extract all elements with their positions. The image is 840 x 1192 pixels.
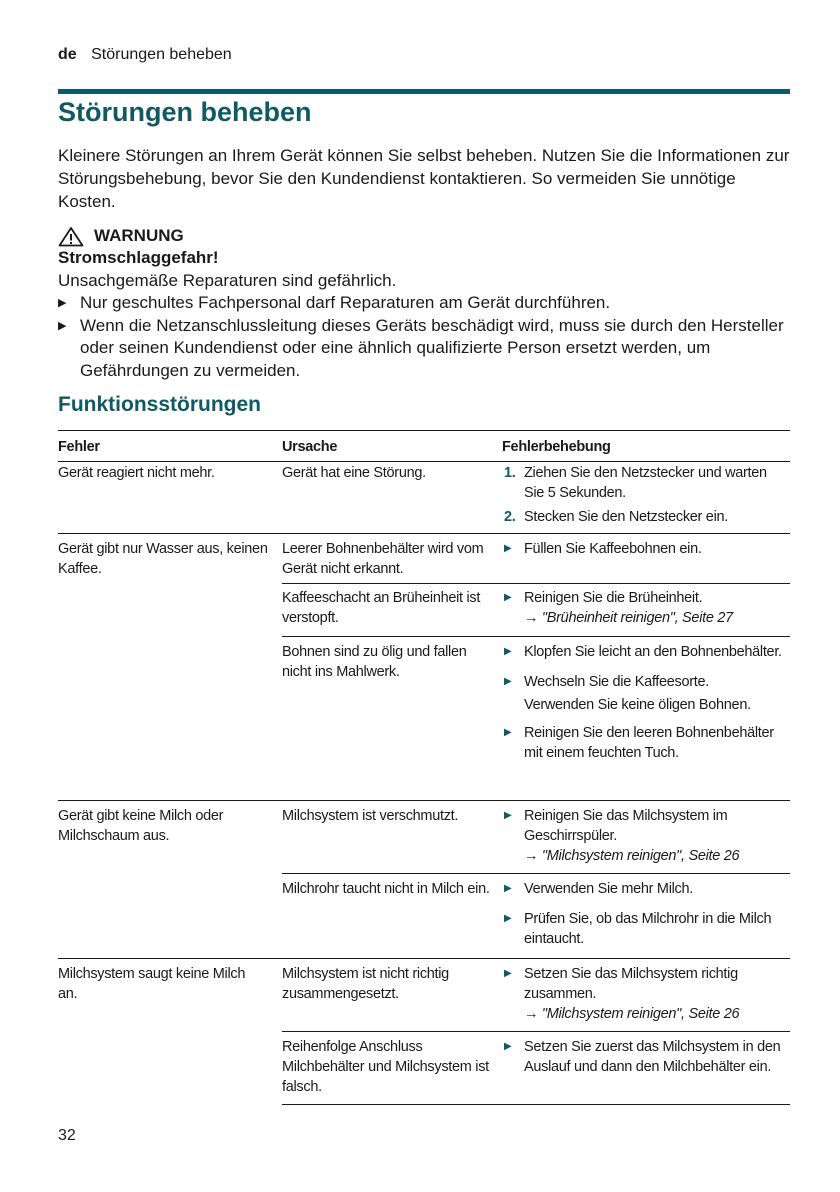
list-item: 2. Stecken Sie den Netzstecker ein.: [504, 509, 728, 525]
ursache-cell: Reihenfolge Anschluss Milchbehälter und Milchsystem ist falsch.: [282, 1039, 489, 1095]
list-item: ▶ Reinigen Sie die Brüheinheit.: [504, 590, 703, 606]
fehler-cell: Gerät gibt keine Milch oder Milchschaum aus.: [58, 808, 224, 844]
row-divider: [58, 800, 790, 801]
bullet-triangle-icon: ▶: [58, 319, 67, 332]
behebung-cell: [502, 588, 790, 628]
ursache-cell: Gerät hat eine Störung.: [282, 465, 426, 481]
list-item: ▶ Setzen Sie das Milchsystem richtig zusammen.: [504, 966, 738, 1002]
ursache-cell: Bohnen sind zu ölig und fallen nicht ins Mahlwerk.: [282, 644, 467, 680]
ursache-cell: Milchsystem ist nicht richtig zusammengesetzt.: [282, 966, 449, 1002]
list-item: ▶ Wechseln Sie die Kaffeesorte.: [504, 674, 710, 690]
bullet-triangle-icon: ▶: [58, 297, 67, 309]
row-divider: [58, 958, 790, 959]
warning-title: WARNUNG: [94, 225, 184, 245]
ursache-cell: Milchrohr taucht nicht in Milch ein.: [282, 881, 490, 897]
column-header-fehlerbehebung: Fehlerbehebung: [502, 439, 611, 455]
behebung-cell: [502, 1037, 790, 1077]
list-item: ▶ Setzen Sie zuerst das Milchsystem in den Auslauf und dann den Milchbehälter ein.: [504, 1039, 781, 1075]
running-header: [58, 46, 232, 64]
fehler-cell: Milchsystem saugt keine Milch an.: [58, 966, 246, 1002]
behebung-cell: [502, 879, 790, 949]
ursache-cell: Kaffeeschacht an Brüheinheit ist verstopft.: [282, 590, 481, 626]
title-rule: [58, 89, 790, 94]
intro-paragraph: Kleinere Störungen an Ihrem Gerät können Sie selbst beheben. Nutzen Sie die Informationen zur Störungsbehebung, bevor Sie den Kundendienst kontaktieren. So vermeiden Sie unnötige Kosten.: [58, 146, 790, 211]
warning-triangle-icon: [58, 226, 84, 247]
page-title: Störungen beheben: [58, 97, 312, 127]
cross-reference: → "Brüheinheit reinigen", Seite 27: [524, 610, 733, 626]
warning-bullet: ▶ Nur geschultes Fachpersonal darf Reparaturen am Gerät durchführen.: [58, 293, 611, 312]
list-item: 1. Ziehen Sie den Netzstecker und warten Sie 5 Sekunden.: [504, 465, 767, 501]
column-header-fehler: Fehler: [58, 439, 100, 455]
column-header-ursache: Ursache: [282, 439, 338, 455]
cross-reference: → "Milchsystem reinigen", Seite 26: [524, 1006, 740, 1022]
row-divider: [282, 583, 790, 584]
list-item: ▶ Klopfen Sie leicht an den Bohnenbehälter.: [504, 644, 782, 660]
row-divider: [282, 636, 790, 637]
page-number: 32: [58, 1127, 76, 1144]
ursache-cell: Leerer Bohnenbehälter wird vom Gerät nicht erkannt.: [282, 541, 484, 577]
list-item: ▶ Verwenden Sie mehr Milch.: [504, 881, 693, 897]
fehler-cell: Gerät gibt nur Wasser aus, keinen Kaffee.: [58, 541, 268, 577]
list-item: ▶ Reinigen Sie das Milchsystem im Geschirrspüler.: [504, 808, 728, 844]
row-divider: [58, 533, 790, 534]
behebung-cell: [502, 806, 790, 866]
list-item: ▶ Prüfen Sie, ob das Milchrohr in die Milch eintaucht.: [504, 911, 772, 947]
language-code: de: [58, 46, 77, 63]
table-bottom-rule: [282, 1104, 790, 1105]
list-item-note: Verwenden Sie keine öligen Bohnen.: [524, 697, 751, 713]
behebung-cell: [502, 463, 790, 527]
warning-bullet: ▶ Wenn die Netzanschlussleitung dieses Geräts beschädigt wird, muss sie durch den Hersteller oder seinen Kundendienst oder eine ähnlich qualifizierte Person ersetzt werden, um Gefährdungen zu vermeiden.: [58, 315, 784, 380]
list-item: ▶ Reinigen Sie den leeren Bohnenbehälter mit einem feuchten Tuch.: [504, 725, 774, 761]
row-divider: [282, 1031, 790, 1032]
table-header-row: [58, 430, 790, 462]
behebung-cell: [502, 642, 790, 763]
header-section: Störungen beheben: [91, 46, 232, 63]
ursache-cell: Milchsystem ist verschmutzt.: [282, 808, 459, 824]
warning-hazard: Stromschlaggefahr!: [58, 248, 219, 267]
fehler-cell: Gerät reagiert nicht mehr.: [58, 465, 215, 481]
cross-reference: → "Milchsystem reinigen", Seite 26: [524, 848, 740, 864]
warning-text: Unsachgemäße Reparaturen sind gefährlich.: [58, 270, 397, 290]
list-item: ▶ Füllen Sie Kaffeebohnen ein.: [504, 541, 702, 557]
row-divider: [282, 873, 790, 874]
behebung-cell: [502, 539, 790, 559]
behebung-cell: [502, 964, 790, 1024]
section-heading: Funktionsstörungen: [58, 393, 261, 416]
warning-box: [58, 225, 790, 382]
